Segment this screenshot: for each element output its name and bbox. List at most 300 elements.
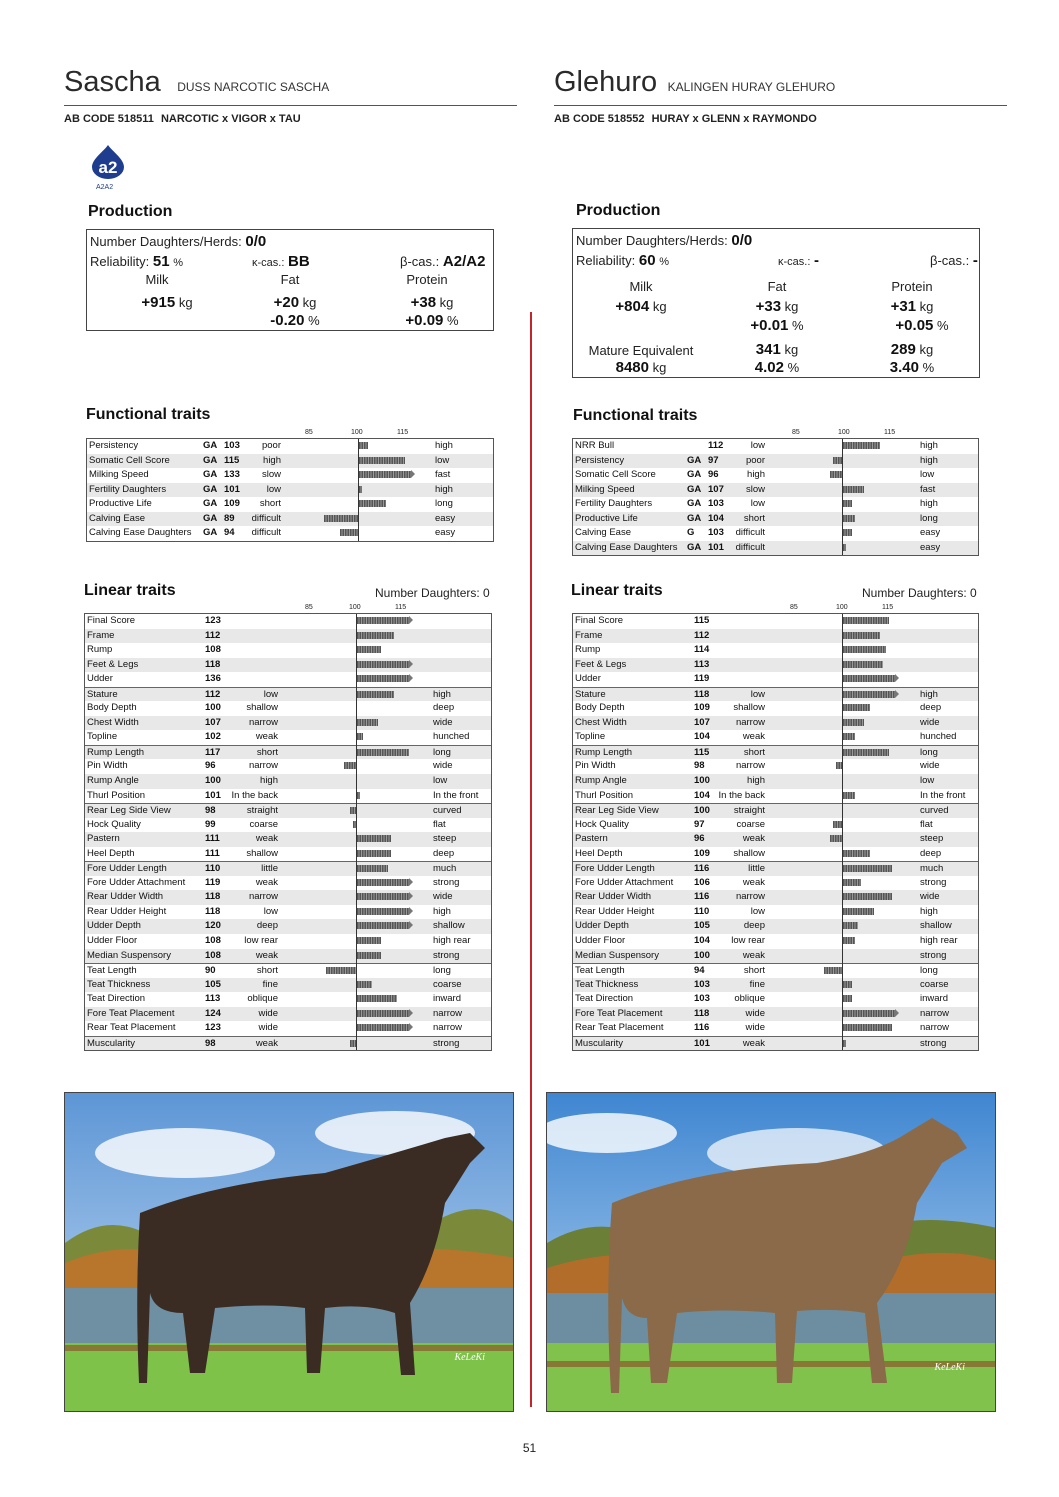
trait-bar bbox=[843, 792, 855, 799]
fat-kg: +33 bbox=[755, 298, 782, 315]
trait-high-label: hunched bbox=[920, 731, 957, 743]
trait-high-label: narrow bbox=[433, 1022, 463, 1034]
trait-value: 116 bbox=[694, 1022, 710, 1034]
trait-value: 111 bbox=[205, 833, 220, 845]
trait-bar bbox=[359, 457, 405, 464]
trait-bar bbox=[843, 1024, 892, 1031]
trait-row bbox=[573, 934, 978, 949]
trait-row bbox=[573, 745, 978, 760]
trait-high-label: high bbox=[433, 688, 451, 700]
trait-row bbox=[573, 730, 978, 745]
trait-row bbox=[85, 1021, 491, 1036]
trait-name: Pin Width bbox=[575, 760, 616, 772]
trait-name: Rear Teat Placement bbox=[87, 1022, 176, 1034]
trait-row bbox=[573, 905, 978, 920]
trait-row bbox=[573, 759, 978, 774]
trait-name: Pastern bbox=[87, 833, 120, 845]
trait-low-label: poor bbox=[261, 440, 281, 451]
trait-low-label: deep bbox=[256, 920, 278, 932]
bull-photo-left bbox=[64, 1092, 514, 1412]
trait-name: Calving Ease Daughters bbox=[89, 527, 192, 539]
trait-low-label: slow bbox=[745, 483, 765, 495]
me-milk: 8480 bbox=[615, 359, 649, 376]
trait-row bbox=[573, 1007, 978, 1022]
trait-low-label: coarse bbox=[736, 818, 765, 830]
trait-low-label: In the back bbox=[231, 789, 278, 801]
trait-high-label: coarse bbox=[433, 978, 462, 990]
trait-row bbox=[85, 890, 491, 905]
trait-row bbox=[573, 978, 978, 993]
trait-high-label: low bbox=[920, 775, 935, 787]
trait-value: 94 bbox=[694, 965, 705, 977]
trait-name: Rump bbox=[87, 644, 113, 656]
bull-header bbox=[554, 66, 1007, 106]
functional-traits-table bbox=[572, 438, 979, 556]
trait-row bbox=[87, 483, 493, 498]
trait-row bbox=[85, 687, 491, 702]
trait-row bbox=[85, 716, 491, 731]
trait-bar bbox=[357, 691, 394, 698]
trait-row bbox=[573, 541, 978, 556]
trait-bar bbox=[843, 632, 880, 639]
trait-row bbox=[573, 687, 978, 702]
trait-value: 112 bbox=[205, 688, 221, 700]
a2-drop-icon bbox=[90, 145, 126, 179]
trait-name: Body Depth bbox=[87, 702, 137, 714]
trait-row bbox=[85, 978, 491, 993]
trait-row bbox=[85, 1036, 491, 1051]
trait-low-label: narrow bbox=[248, 716, 278, 728]
trait-row bbox=[85, 672, 491, 687]
fat-pct: +0.01 bbox=[750, 317, 789, 334]
pedigree: NARCOTIC x VIGOR x TAU bbox=[160, 113, 301, 125]
trait-name: Muscularity bbox=[575, 1037, 624, 1049]
trait-value: 103 bbox=[708, 498, 724, 510]
trait-value: 100 bbox=[694, 949, 710, 961]
trait-row bbox=[573, 629, 978, 644]
trait-value: 113 bbox=[205, 993, 221, 1005]
bull-header bbox=[64, 66, 517, 106]
trait-bar bbox=[843, 908, 874, 915]
linear-daughters: Number Daughters: 0 bbox=[862, 586, 977, 600]
trait-base: GA bbox=[687, 454, 702, 466]
trait-bar bbox=[357, 879, 409, 886]
milk-kg: +915 bbox=[141, 294, 176, 311]
trait-high-label: long bbox=[920, 512, 938, 524]
trait-row bbox=[85, 818, 491, 833]
trait-low-label: difficult bbox=[735, 541, 765, 553]
trait-row bbox=[573, 890, 978, 905]
fat-pct: -0.20 bbox=[270, 312, 305, 329]
kcas-value: - bbox=[814, 252, 820, 269]
trait-low-label: low bbox=[750, 498, 765, 510]
trait-low-label: shallow bbox=[246, 847, 278, 859]
trait-row bbox=[87, 526, 493, 541]
column-divider bbox=[530, 312, 532, 1407]
trait-bar bbox=[357, 865, 388, 872]
fat-kg: +20 bbox=[273, 294, 300, 311]
trait-base: GA bbox=[687, 498, 702, 510]
trait-high-label: narrow bbox=[920, 1022, 950, 1034]
trait-name: Rump Angle bbox=[575, 775, 627, 787]
trait-high-label: easy bbox=[920, 541, 941, 553]
trait-value: 123 bbox=[205, 1022, 221, 1034]
trait-high-label: high rear bbox=[433, 935, 471, 947]
trait-name: Rear Teat Placement bbox=[575, 1022, 664, 1034]
trait-value: 109 bbox=[694, 847, 710, 859]
trait-value: 104 bbox=[694, 935, 710, 947]
trait-high-label: deep bbox=[433, 847, 455, 859]
trait-low-label: narrow bbox=[248, 760, 278, 772]
trait-low-label: straight bbox=[733, 805, 765, 817]
trait-name: Chest Width bbox=[575, 716, 627, 728]
trait-low-label: weak bbox=[742, 1037, 765, 1049]
trait-row bbox=[573, 439, 978, 454]
trait-value: 100 bbox=[694, 805, 710, 817]
trait-name: Median Suspensory bbox=[575, 949, 659, 961]
trait-row bbox=[573, 847, 978, 862]
trait-row bbox=[573, 919, 978, 934]
trait-low-label: shallow bbox=[733, 702, 765, 714]
trait-bar bbox=[843, 733, 855, 740]
trait-row bbox=[573, 774, 978, 789]
trait-bar bbox=[843, 981, 852, 988]
trait-value: 94 bbox=[224, 527, 235, 539]
trait-base: GA bbox=[687, 469, 702, 481]
trait-high-label: steep bbox=[920, 833, 944, 845]
trait-low-label: weak bbox=[742, 949, 765, 961]
trait-bar bbox=[357, 922, 409, 929]
trait-low-label: coarse bbox=[249, 818, 278, 830]
trait-low-label: wide bbox=[745, 1007, 765, 1019]
trait-bar bbox=[357, 1024, 409, 1031]
trait-low-label: high bbox=[260, 775, 278, 787]
trait-high-label: wide bbox=[433, 760, 453, 772]
trait-value: 118 bbox=[205, 891, 221, 903]
trait-base: GA bbox=[203, 440, 218, 451]
trait-high-label: curved bbox=[920, 805, 949, 817]
trait-name: Body Depth bbox=[575, 702, 625, 714]
functional-title: Functional traits bbox=[573, 407, 698, 424]
trait-row bbox=[87, 454, 493, 469]
trait-value: 109 bbox=[224, 498, 240, 510]
trait-bar bbox=[843, 529, 852, 536]
trait-row bbox=[573, 526, 978, 541]
trait-low-label: shallow bbox=[733, 847, 765, 859]
trait-name: Rump bbox=[575, 644, 601, 656]
trait-bar bbox=[357, 632, 394, 639]
trait-bar bbox=[357, 733, 363, 740]
trait-low-label: short bbox=[743, 746, 765, 758]
trait-high-label: deep bbox=[920, 847, 942, 859]
trait-bar bbox=[340, 529, 358, 536]
trait-value: 112 bbox=[694, 629, 710, 641]
trait-bar bbox=[359, 500, 386, 507]
trait-value: 113 bbox=[694, 658, 710, 670]
production-box: Number Daughters/Herds: 0/0 Reliability: 51 % κ-cas.: BB β-cas.: A2/A2 Milk Fat Protein +915 kg +20 kg +38 kg -0.20 % +0.09 % bbox=[86, 229, 494, 331]
trait-row bbox=[85, 963, 491, 978]
trait-low-label: difficult bbox=[251, 512, 281, 524]
trait-high-label: fast bbox=[920, 483, 936, 495]
trait-row bbox=[573, 614, 978, 629]
trait-low-label: difficult bbox=[735, 527, 765, 539]
a2-badge bbox=[90, 145, 126, 193]
protein-pct: +0.09 bbox=[405, 312, 444, 329]
trait-bar bbox=[357, 617, 409, 624]
trait-bar bbox=[843, 661, 883, 668]
trait-high-label: easy bbox=[920, 527, 941, 539]
trait-value: 96 bbox=[205, 760, 216, 772]
trait-low-label: short bbox=[256, 965, 278, 977]
trait-low-label: short bbox=[259, 498, 281, 510]
me-fat-kg: 341 bbox=[755, 341, 781, 358]
trait-high-label: high bbox=[920, 440, 938, 451]
trait-high-label: much bbox=[920, 863, 944, 875]
trait-row bbox=[87, 468, 493, 483]
trait-base: GA bbox=[203, 454, 218, 466]
trait-low-label: narrow bbox=[248, 891, 278, 903]
trait-name: Rump Length bbox=[87, 746, 145, 758]
trait-row bbox=[85, 643, 491, 658]
trait-row bbox=[573, 992, 978, 1007]
trait-low-label: low bbox=[263, 688, 278, 700]
trait-value: 115 bbox=[224, 454, 240, 466]
trait-value: 96 bbox=[708, 469, 719, 481]
trait-name: Stature bbox=[87, 688, 118, 700]
trait-row bbox=[85, 730, 491, 745]
trait-value: 100 bbox=[694, 775, 710, 787]
trait-bar bbox=[843, 749, 889, 756]
trait-name: Final Score bbox=[575, 615, 624, 626]
linear-title: Linear traits bbox=[84, 582, 176, 599]
trait-name: Teat Length bbox=[87, 965, 137, 977]
trait-row bbox=[573, 672, 978, 687]
trait-high-label: wide bbox=[920, 891, 940, 903]
trait-low-label: In the back bbox=[718, 789, 765, 801]
trait-high-label: strong bbox=[920, 949, 947, 961]
trait-name: Udder Depth bbox=[87, 920, 141, 932]
trait-name: Teat Thickness bbox=[575, 978, 639, 990]
trait-row bbox=[573, 876, 978, 891]
cow-photo bbox=[65, 1093, 514, 1412]
trait-name: Rump Length bbox=[575, 746, 633, 758]
trait-low-label: low bbox=[266, 483, 281, 495]
trait-row bbox=[573, 963, 978, 978]
trait-row bbox=[573, 643, 978, 658]
trait-bar bbox=[843, 442, 880, 449]
trait-value: 114 bbox=[694, 644, 710, 656]
trait-low-label: narrow bbox=[735, 891, 765, 903]
me-protein-kg: 289 bbox=[890, 341, 916, 358]
trait-row bbox=[87, 497, 493, 512]
trait-name: Median Suspensory bbox=[87, 949, 171, 961]
trait-high-label: coarse bbox=[920, 978, 949, 990]
trait-value: 108 bbox=[205, 935, 221, 947]
trait-high-label: strong bbox=[920, 1037, 947, 1049]
trait-bar bbox=[824, 967, 842, 974]
trait-row bbox=[85, 876, 491, 891]
trait-high-label: long bbox=[435, 498, 453, 510]
trait-value: 124 bbox=[205, 1007, 221, 1019]
trait-bar bbox=[357, 1010, 409, 1017]
trait-bar bbox=[830, 835, 842, 842]
trait-high-label: wide bbox=[433, 891, 453, 903]
trait-base: GA bbox=[203, 527, 218, 539]
trait-low-label: weak bbox=[255, 731, 278, 743]
trait-name: Fore Udder Attachment bbox=[575, 876, 674, 888]
trait-value: 102 bbox=[205, 731, 221, 743]
trait-base: G bbox=[687, 527, 695, 539]
trait-low-label: low rear bbox=[731, 935, 765, 947]
trait-high-label: flat bbox=[433, 818, 446, 830]
trait-value: 107 bbox=[205, 716, 221, 728]
trait-bar bbox=[843, 691, 895, 698]
trait-row bbox=[573, 1021, 978, 1036]
trait-bar bbox=[843, 515, 855, 522]
linear-traits-table bbox=[84, 613, 492, 1051]
daughters-value: 0/0 bbox=[731, 232, 753, 249]
trait-bar bbox=[357, 893, 409, 900]
trait-value: 98 bbox=[205, 1037, 216, 1049]
trait-low-label: little bbox=[748, 863, 765, 875]
trait-row bbox=[85, 614, 491, 629]
me-protein-pct: 3.40 bbox=[889, 359, 919, 376]
trait-name: Heel Depth bbox=[87, 847, 135, 859]
trait-value: 120 bbox=[205, 920, 221, 932]
trait-low-label: fine bbox=[262, 978, 278, 990]
trait-bar bbox=[357, 719, 378, 726]
trait-high-label: steep bbox=[433, 833, 457, 845]
trait-row bbox=[573, 803, 978, 818]
trait-name: Topline bbox=[575, 731, 606, 743]
trait-value: 109 bbox=[694, 702, 710, 714]
trait-value: 97 bbox=[708, 454, 719, 466]
trait-low-label: weak bbox=[742, 876, 765, 888]
baseline-100 bbox=[842, 614, 843, 1050]
trait-name: Milking Speed bbox=[575, 483, 635, 495]
trait-high-label: strong bbox=[433, 949, 460, 961]
trait-value: 136 bbox=[205, 673, 221, 685]
trait-low-label: narrow bbox=[735, 716, 765, 728]
trait-bar bbox=[843, 893, 892, 900]
trait-value: 107 bbox=[694, 716, 710, 728]
ab-code: AB CODE 518511 NARCOTIC x VIGOR x TAU bbox=[64, 113, 301, 125]
a2-label: A2A2 bbox=[96, 184, 114, 191]
trait-name: Persistency bbox=[89, 440, 139, 451]
production-title: Production bbox=[576, 202, 661, 219]
photo-credit: KeLeKi bbox=[934, 1362, 965, 1373]
trait-value: 110 bbox=[694, 905, 710, 917]
trait-name: Rear Udder Height bbox=[87, 905, 167, 917]
trait-name: Topline bbox=[87, 731, 118, 743]
trait-value: 116 bbox=[694, 891, 710, 903]
trait-base: GA bbox=[203, 469, 218, 481]
trait-high-label: wide bbox=[920, 760, 940, 772]
trait-low-label: low rear bbox=[244, 935, 278, 947]
trait-name: Fore Udder Length bbox=[575, 863, 655, 875]
trait-row bbox=[85, 847, 491, 862]
trait-value: 105 bbox=[694, 920, 710, 932]
trait-row bbox=[85, 934, 491, 949]
trait-name: Udder Depth bbox=[575, 920, 629, 932]
trait-bar bbox=[357, 749, 409, 756]
cow-photo bbox=[547, 1093, 996, 1412]
trait-name: Udder bbox=[87, 673, 113, 685]
ab-code: AB CODE 518552 HURAY x GLENN x RAYMONDO bbox=[554, 113, 817, 125]
trait-row bbox=[573, 468, 978, 483]
bull-name: Sascha bbox=[64, 66, 161, 98]
trait-bar bbox=[357, 661, 409, 668]
trait-name: NRR Bull bbox=[575, 440, 615, 451]
protein-kg: +31 bbox=[890, 298, 917, 315]
trait-name: Teat Length bbox=[575, 965, 625, 977]
trait-bar bbox=[357, 995, 397, 1002]
trait-bar bbox=[357, 908, 409, 915]
trait-name: Frame bbox=[575, 629, 603, 641]
trait-high-label: much bbox=[433, 863, 457, 875]
trait-row bbox=[573, 832, 978, 847]
trait-bar bbox=[843, 617, 889, 624]
trait-low-label: short bbox=[256, 746, 278, 758]
trait-bar bbox=[357, 675, 409, 682]
trait-row bbox=[85, 701, 491, 716]
trait-row bbox=[85, 658, 491, 673]
bull-photo-right bbox=[546, 1092, 996, 1412]
trait-high-label: high bbox=[920, 454, 938, 466]
trait-name: Rear Leg Side View bbox=[575, 805, 659, 817]
trait-value: 119 bbox=[205, 876, 221, 888]
trait-name: Fore Udder Length bbox=[87, 863, 167, 875]
trait-base: GA bbox=[687, 541, 702, 553]
trait-high-label: shallow bbox=[433, 920, 465, 932]
trait-bar bbox=[833, 821, 842, 828]
a2-logo-text: a2 bbox=[98, 158, 118, 177]
trait-name: Rear Udder Height bbox=[575, 905, 655, 917]
functional-title: Functional traits bbox=[86, 406, 211, 423]
trait-bar bbox=[357, 981, 372, 988]
trait-high-label: easy bbox=[435, 527, 456, 539]
trait-value: 101 bbox=[708, 541, 724, 553]
trait-value: 117 bbox=[205, 746, 221, 758]
trait-bar bbox=[843, 865, 892, 872]
trait-low-label: poor bbox=[745, 454, 765, 466]
trait-bar bbox=[843, 704, 870, 711]
trait-low-label: wide bbox=[258, 1007, 278, 1019]
trait-high-label: curved bbox=[433, 805, 462, 817]
trait-high-label: wide bbox=[920, 716, 940, 728]
baseline-100 bbox=[356, 614, 357, 1050]
trait-low-label: short bbox=[743, 965, 765, 977]
trait-name: Muscularity bbox=[87, 1037, 136, 1049]
trait-name: Somatic Cell Score bbox=[575, 469, 656, 481]
trait-name: Fertility Daughters bbox=[89, 483, 167, 495]
trait-row bbox=[87, 512, 493, 527]
trait-value: 100 bbox=[205, 702, 221, 714]
trait-row bbox=[573, 658, 978, 673]
trait-name: Rump Angle bbox=[87, 775, 139, 787]
trait-bar bbox=[843, 995, 852, 1002]
trait-high-label: narrow bbox=[920, 1007, 950, 1019]
trait-high-label: long bbox=[920, 965, 938, 977]
trait-row bbox=[85, 759, 491, 774]
trait-name: Feet & Legs bbox=[87, 658, 139, 670]
trait-value: 123 bbox=[205, 615, 221, 626]
trait-high-label: strong bbox=[920, 876, 947, 888]
trait-high-label: long bbox=[433, 746, 451, 758]
trait-high-label: inward bbox=[433, 993, 461, 1005]
trait-low-label: weak bbox=[255, 1037, 278, 1049]
photo-credit: KeLeKi bbox=[454, 1352, 485, 1363]
